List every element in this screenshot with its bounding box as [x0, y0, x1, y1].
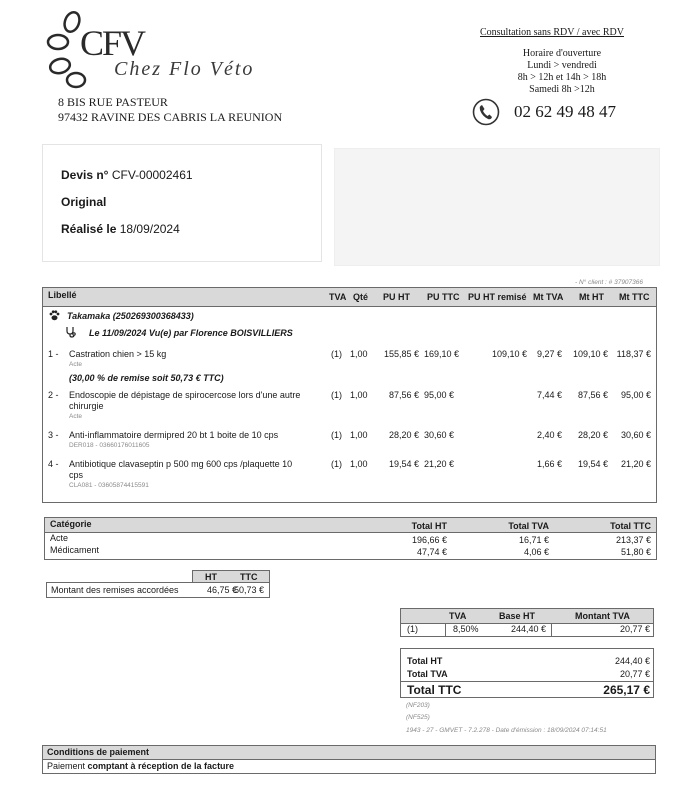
items-table-rows-1-num: 2 - — [48, 390, 59, 400]
items-table-rows-1-sub: Acte — [69, 413, 83, 420]
table-row — [43, 430, 656, 454]
discount-table-headers-1: TTC — [240, 572, 258, 582]
items-table-rows-3-mt-ht: 19,54 € — [577, 459, 608, 469]
items-table-rows-0-num: 1 - — [48, 349, 59, 359]
document-status: Original — [61, 195, 107, 209]
items-table-rows-3-label: Antibiotique clavaseptin p 500 mg 600 cps /plaquette 10 — [69, 459, 293, 469]
clinic-logo — [46, 10, 276, 90]
nf203-label: (NF203) — [406, 702, 430, 709]
address-line1: 8 BIS RUE PASTEUR — [58, 95, 168, 109]
tva-table-headers-1: Base HT — [499, 611, 536, 621]
items-table-rows-0-sub: Acte — [69, 361, 83, 368]
items-table-rows-3-mt-ttc: 21,20 € — [620, 459, 651, 469]
totals-ht: 244,40 € — [614, 656, 650, 666]
items-table-rows-3-pu-ht: 19,54 € — [388, 459, 419, 469]
table-row — [43, 390, 656, 426]
discount-table-ht: 46,75 € — [207, 585, 238, 595]
devis-number: CFV-00002461 — [111, 168, 193, 182]
hours-block — [480, 48, 644, 96]
tva-table-code: (1) — [407, 624, 418, 634]
category-table-headers-0: Catégorie — [50, 519, 92, 529]
col-pu-ttc: PU TTC — [427, 292, 460, 302]
col-qte: Qté — [353, 292, 369, 302]
tva-table-amount: 20,77 € — [619, 624, 650, 634]
items-table-rows-1-qte: 1,00 — [350, 390, 368, 400]
items-table-rows-3-pu-ttc: 21,20 € — [424, 459, 455, 469]
items-table-rows-0-pu-ttc: 169,10 € — [424, 349, 460, 359]
items-table-rows-0-qte: 1,00 — [350, 349, 368, 359]
stethoscope-icon — [65, 326, 77, 338]
items-table-rows-2-num: 3 - — [48, 430, 59, 440]
items-table-rows-2-mt-ht: 28,20 € — [577, 430, 608, 440]
category-table-headers-3: Total TTC — [610, 521, 651, 531]
footer-conditions-title: Conditions de paiement — [47, 747, 150, 757]
discount-table-ttc: 50,73 € — [234, 585, 265, 595]
date-label: Réalisé le — [61, 222, 117, 236]
nf525-label: (NF525) — [406, 714, 430, 721]
category-table — [44, 517, 657, 560]
totals-box — [400, 648, 654, 698]
table-row — [45, 533, 656, 545]
table-row — [45, 545, 656, 557]
items-table-rows-0-mt-ttc: 118,37 € — [616, 349, 651, 359]
category-table-headers-2: Total TVA — [508, 521, 549, 531]
category-table-rows-1-tva: 4,06 € — [523, 547, 549, 557]
items-table-rows-1-pu-ttc: 95,00 € — [424, 390, 455, 400]
items-table-rows-1-label: Endoscopie de dépistage de spirocercose lors d'une autre — [69, 390, 301, 400]
category-table-headers-1: Total HT — [411, 521, 447, 531]
address-line2: 97432 RAVINE DES CABRIS LA REUNION — [58, 110, 283, 124]
logo-letters: CFV — [80, 23, 145, 63]
total-ttc-amount: 265,17 € — [603, 683, 650, 697]
items-table-rows-3-qte: 1,00 — [350, 459, 368, 469]
items-table-rows-2-label: Anti-inflammatoire dermipred 20 bt 1 boite de 10 cps — [69, 430, 279, 440]
devis-label: Devis n° — [61, 168, 109, 182]
discount-table-label: Montant des remises accordées — [51, 585, 179, 595]
category-table-rows-0-tva: 16,71 € — [518, 535, 549, 545]
category-table-rows-1-ht: 47,74 € — [416, 547, 447, 557]
col-mt-tva: Mt TVA — [533, 292, 564, 302]
category-table-rows-1-cat: Médicament — [50, 545, 100, 555]
emission-line: 1943 - 27 - GMVET - 7.2.278 - Date d'émission : 18/09/2024 07:14:51 — [406, 727, 607, 734]
tva-table-headers-0: TVA — [449, 611, 467, 621]
items-table-rows-3-sub: CLA081 - 03605874415591 — [69, 482, 149, 489]
items-table-rows-3-label2: cps — [69, 470, 84, 480]
items-table-rows-0-label: Castration chien > 15 kg — [69, 349, 167, 359]
items-table-rows-0-note: (30,00 % de remise soit 50,73 € TTC) — [69, 373, 224, 383]
items-table-rows-0-mt-ht: 109,10 € — [572, 349, 608, 359]
items-table-rows-1-mt-tva: 7,44 € — [536, 390, 562, 400]
items-table-rows-3-num: 4 - — [48, 459, 59, 469]
logo-script: Chez Flo Véto — [114, 58, 255, 80]
phone-number: 02 62 49 48 47 — [514, 102, 616, 121]
items-table-rows-0-mt-tva: 9,27 € — [536, 349, 562, 359]
items-table-rows-2-qte: 1,00 — [350, 430, 368, 440]
col-mt-ht: Mt HT — [579, 292, 604, 302]
hours-title: Horaire d'ouverture — [522, 48, 602, 59]
tva-table — [400, 608, 654, 637]
items-table-rows-2-sub: DER018 - 03660176011605 — [69, 442, 150, 449]
hours-line1: Lundi > vendredi — [527, 60, 597, 71]
items-table-rows-3-tva: (1) — [331, 459, 342, 469]
items-table-rows-1-label2: chirurgie — [69, 401, 104, 411]
quote-date: 18/09/2024 — [119, 222, 180, 236]
discount-table-headers-0: HT — [205, 572, 217, 582]
phone-icon — [472, 98, 500, 126]
items-table-rows-2-mt-tva: 2,40 € — [536, 430, 562, 440]
items-table-rows-0-pu-remise: 109,10 € — [491, 349, 527, 359]
items-table-rows-1-tva: (1) — [331, 390, 342, 400]
items-table-rows-2-mt-ttc: 30,60 € — [620, 430, 651, 440]
category-table-rows-0-ttc: 213,37 € — [615, 535, 651, 545]
consultation-note: Consultation sans RDV / avec RDV — [480, 27, 624, 38]
items-table-rows-1-mt-ttc: 95,00 € — [620, 390, 651, 400]
paw-icon — [49, 310, 60, 321]
col-pu-ht-remise: PU HT remisé — [468, 292, 527, 302]
discount-row — [46, 582, 270, 598]
quote-info-box — [42, 144, 322, 262]
client-number: - N° client : # 37907366 — [575, 279, 644, 286]
table-row — [43, 459, 656, 495]
table-row — [43, 349, 656, 389]
tva-row — [401, 624, 653, 637]
client-address-redacted — [334, 148, 660, 266]
items-table-rows-2-pu-ht: 28,20 € — [388, 430, 419, 440]
items-table-rows-0-pu-ht: 155,85 € — [383, 349, 419, 359]
tva-table-rate: 8,50% — [453, 624, 479, 634]
payment-conditions — [42, 745, 656, 774]
col-pu-ht: PU HT — [383, 292, 410, 302]
col-tva: TVA — [329, 292, 347, 302]
items-table-rows-1-pu-ht: 87,56 € — [388, 390, 419, 400]
items-table-rows-2-pu-ttc: 30,60 € — [424, 430, 455, 440]
hours-line2: 8h > 12h et 14h > 18h — [517, 72, 607, 83]
totals-tva: 20,77 € — [619, 669, 650, 679]
col-libelle: Libellé — [48, 290, 77, 300]
totals-tva-label: Total TVA — [407, 669, 448, 679]
category-table-header — [45, 518, 656, 533]
footer-conditions-bold: comptant à réception de la facture — [87, 761, 235, 771]
items-table-rows-2-tva: (1) — [331, 430, 342, 440]
category-table-rows-0-cat: Acte — [50, 533, 69, 543]
items-table-rows-0-tva: (1) — [331, 349, 342, 359]
tva-table-headers-2: Montant TVA — [575, 611, 630, 621]
totals-ht-label: Total HT — [407, 656, 443, 666]
col-mt-ttc: Mt TTC — [619, 292, 650, 302]
items-table-rows-3-mt-tva: 1,66 € — [536, 459, 562, 469]
items-table-rows-1-mt-ht: 87,56 € — [577, 390, 608, 400]
items-table-header — [43, 288, 656, 307]
hours-line3: Samedi 8h >12h — [529, 84, 595, 95]
footer-conditions-pre: Paiement — [47, 761, 88, 771]
total-ttc-label: Total TTC — [407, 683, 462, 697]
discount-table — [46, 570, 270, 598]
animal-name: Takamaka (250269300368433) — [67, 311, 194, 321]
category-table-rows-1-ttc: 51,80 € — [620, 547, 651, 557]
category-table-rows-0-ht: 196,66 € — [411, 535, 447, 545]
vet-line: Le 11/09/2024 Vu(e) par Florence BOISVILLIERS — [89, 328, 293, 338]
items-table — [42, 287, 657, 503]
tva-table-base: 244,40 € — [511, 624, 547, 634]
